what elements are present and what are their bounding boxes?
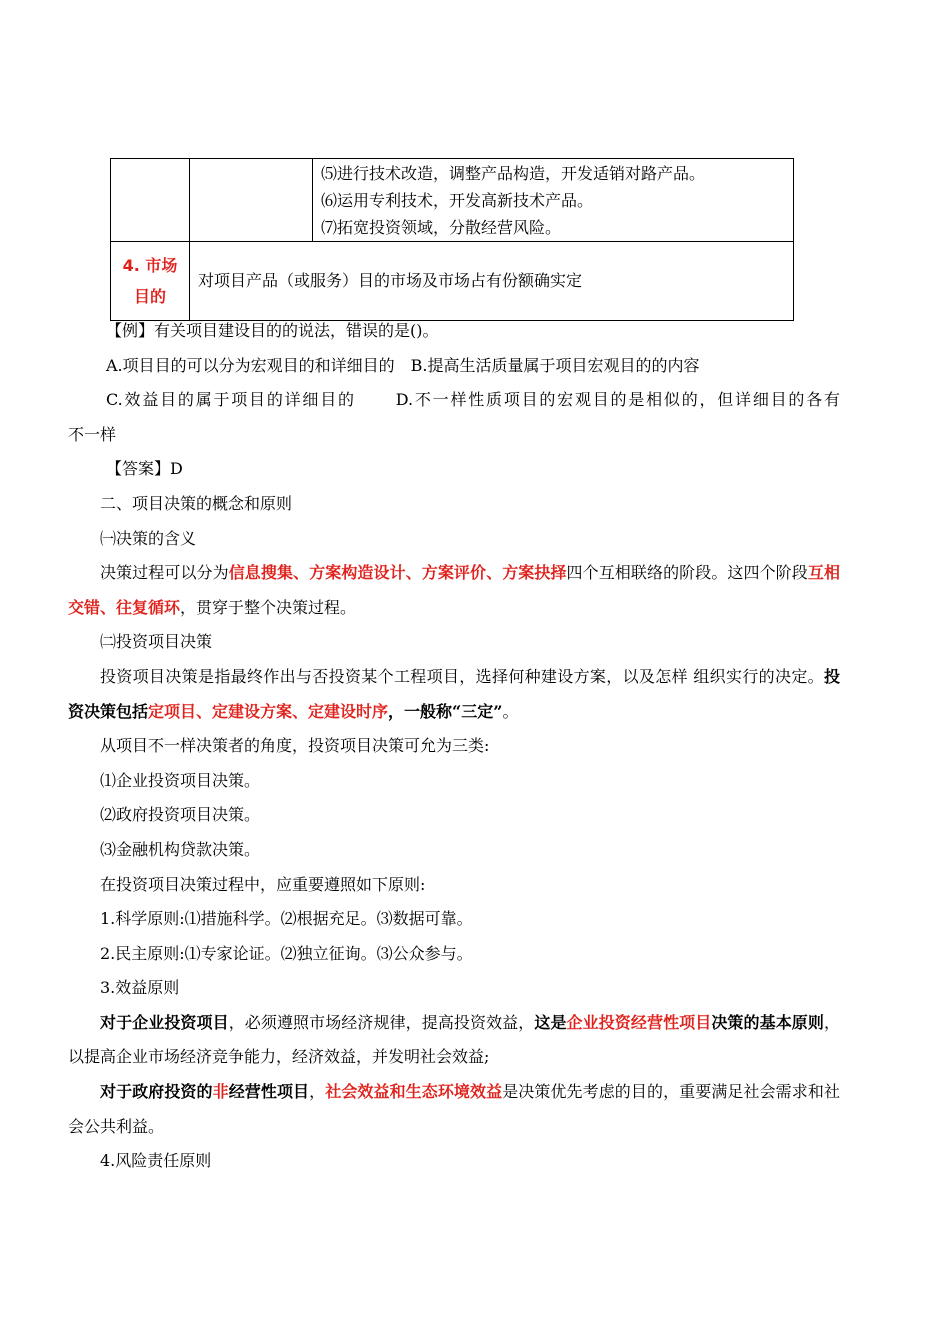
document-body <box>68 314 840 1179</box>
option-d: D.不一样性质项目的宏观目的是相似的，但详细目的各有 <box>395 390 840 410</box>
text-run: 四个互相联络的阶段。这四个阶段 <box>566 563 808 583</box>
table-cell-empty <box>190 159 313 242</box>
bold-text: 投资决策包括 <box>68 666 840 721</box>
subsection-heading: ㈡投资项目决策 <box>100 632 213 652</box>
example-options-cd <box>68 383 840 418</box>
highlight-text: 信息搜集、方案构造设计、方案评价、方案抉择 <box>228 563 567 583</box>
paragraph-decision-process <box>68 556 840 625</box>
bold-text: 对于企业投资项目 <box>100 1012 229 1032</box>
principle-item: 1.科学原则:⑴措施科学。⑵根据充足。⑶数据可靠。 <box>100 909 473 929</box>
paragraph-investment-decision <box>68 660 840 729</box>
table-item: ⑹运用专利技术，开发高新技术产品。 <box>321 191 594 210</box>
bold-text: 决策的基本原则 <box>711 1012 824 1032</box>
paragraph-enterprise-investment <box>68 1006 840 1075</box>
bold-text: 经营性项目 <box>228 1082 310 1102</box>
subsection-heading: ㈠决策的含义 <box>100 528 197 548</box>
example-options-ab <box>68 349 840 384</box>
text-run: ，贯穿于整个决策过程。 <box>180 597 357 617</box>
principle-item: 2.民主原则:⑴专家论证。⑵独立征询。⑶公众参与。 <box>100 943 473 963</box>
principle-item: 4.风险责任原则 <box>100 1151 212 1171</box>
text-run: ，必须遵照市场经济规律，提高投资效益， <box>228 1012 535 1032</box>
text-run: 。 <box>502 701 519 721</box>
text-run: 投资项目决策是指最终作出与否投资某个工程项目，选择何种建设方案，以及怎样 组织实行的决定。 <box>100 666 824 686</box>
paragraph-principles-intro: 在投资项目决策过程中，应重要遵照如下原则: <box>100 874 426 894</box>
highlight-text: 定项目、定建设方案、定建设时序 <box>148 701 389 721</box>
list-item: ⑶金融机构贷款决策。 <box>100 839 261 859</box>
list-item: ⑴企业投资项目决策。 <box>100 770 261 790</box>
option-b: B.提高生活质量属于项目宏观目的的内容 <box>410 355 700 375</box>
list-item: ⑵政府投资项目决策。 <box>100 805 261 825</box>
paragraph-government-investment <box>68 1075 840 1144</box>
option-d-continued: 不一样 <box>68 424 117 444</box>
text-run: ，以提高企业市场经济竞争能力，经济效益，并发明社会效益; <box>68 1012 840 1067</box>
example-answer: 【答案】D <box>106 459 183 479</box>
table-row <box>111 242 794 321</box>
text-run: 决策过程可以分为 <box>100 563 229 583</box>
highlight-text: 非 <box>212 1082 229 1102</box>
bold-text: 这是 <box>534 1012 567 1032</box>
bold-text: ，一般称“三定” <box>388 701 503 721</box>
highlight-text: 企业投资经营性项目 <box>566 1012 712 1032</box>
table-cell-empty <box>111 159 190 242</box>
section-heading: 二、项目决策的概念和原则 <box>100 493 293 513</box>
table-cell-items <box>313 159 794 242</box>
example-question: 【例】有关项目建设目的的说法，错误的是()。 <box>106 321 439 340</box>
highlight-text: 社会效益和生态环境效益 <box>325 1082 503 1102</box>
highlight-text: 互相交错、往复循环 <box>68 563 840 617</box>
option-c: C.效益目的属于项目的详细目的 <box>106 390 356 410</box>
objectives-table <box>110 158 794 321</box>
row-label-market-objective: 4. 市场目的 <box>111 242 190 321</box>
bold-text: 对于政府投资的 <box>100 1082 213 1102</box>
text-run: ， <box>309 1082 326 1102</box>
table-item: ⑸进行技术改造，调整产品构造，开发适销对路产品。 <box>321 164 706 183</box>
option-a: A.项目目的可以分为宏观目的和详细目的 <box>106 355 395 375</box>
text-run: 是决策优先考虑的目的，重要满足社会需求和社会公共利益。 <box>68 1082 840 1136</box>
table-item: ⑺拓宽投资领域，分散经营风险。 <box>321 218 562 237</box>
paragraph-decision-types: 从项目不一样决策者的角度，投资项目决策可允为三类: <box>100 736 490 756</box>
row-description: 对项目产品（或服务）目的市场及市场占有份额确实定 <box>190 242 794 321</box>
principle-item: 3.效益原则 <box>100 978 180 998</box>
table-row <box>111 159 794 242</box>
